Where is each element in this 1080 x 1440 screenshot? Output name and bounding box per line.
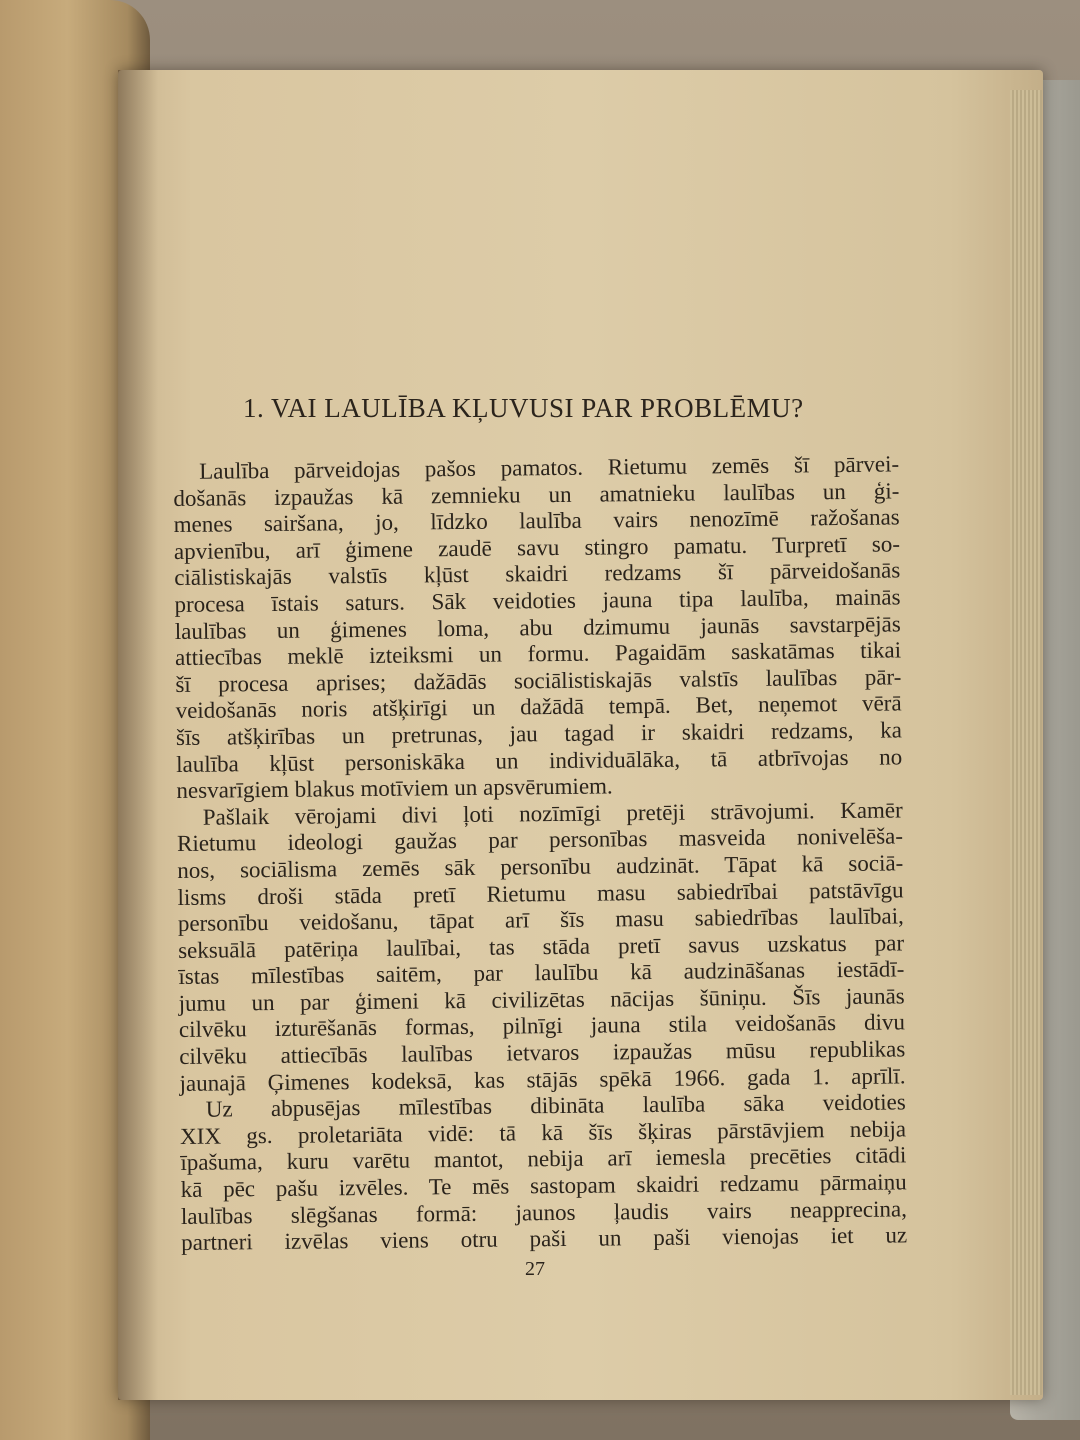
text-line: personību veidošanu, tāpat arī šīs masu sabiedrības laulībai, <box>177 903 904 937</box>
text-line: cilvēku izturēšanās formas, pilnīgi jauna stila veidošanās divu <box>178 1009 906 1043</box>
text-line: Rietumu ideologi gaužas par personības masveida nonivelēša- <box>176 823 904 857</box>
text-line: lisms droši stāda pretī Rietumu masu sabiedrībai patstāvīgu <box>177 876 904 910</box>
text-line: īstas mīlestības saitēm, par laulību kā audzināšanas iestādī- <box>178 956 905 990</box>
text-line: īpašuma, kuru varētu mantot, nebija arī iemesla precēties citādi <box>180 1142 907 1176</box>
text-line: Pašlaik vērojami divi ļoti nozīmīgi pretēji strāvojumi. Kamēr <box>202 797 903 830</box>
text-line: veidošanās noris atšķirīgi un dažādā tempā. Bet, neņemot vērā <box>175 690 902 724</box>
text-line: šī procesa aprises; dažādās sociālistiskajās valstīs laulības pār- <box>175 664 902 697</box>
text-line: Uz abpusējas mīlestības dibināta laulība sāka veidoties <box>205 1089 906 1122</box>
text-line: attiecības meklē izteiksmi un formu. Pagaidām saskatāmas tikai <box>174 637 902 671</box>
text-line: nesvarīgiem blakus motīviem un apsvērumiem. <box>176 773 613 804</box>
text-line: laulība kļūst personiskāka un individuālāka, tā atbrīvojas no <box>176 743 903 777</box>
text-line: partneri izvēlas viens otru paši un paši vienojas iet uz <box>181 1222 908 1256</box>
text-line: šīs atšķirības un pretrunas, jau tagad ir skaidri redzams, ka <box>175 717 903 750</box>
text-line: seksuālā patēriņa laulībai, tas stāda pretī savus uzskatus par <box>178 930 905 963</box>
text-line: ciālistiskajās valstīs kļūst skaidri redzams šī pārveidošanās <box>174 557 901 591</box>
text-line: došanās izpaužas kā zemnieku un amatnieku laulības un ģi- <box>173 477 900 511</box>
text-line: kā pēc pašu izvēles. Te mēs sastopam skaidri redzamu pārmaiņu <box>180 1169 907 1202</box>
text-line: Laulība pārveidojas pašos pamatos. Rietumu zemēs šī pārvei- <box>198 451 900 484</box>
text-line: menes sairšana, jo, līdzko laulība vairs nenozīmē ražošanas <box>173 504 900 538</box>
page-stack-edge <box>1010 90 1042 1395</box>
text-line: apvienību, arī ģimene zaudē savu stingro pamatu. Turpretī so- <box>173 531 901 564</box>
gutter-shadow <box>118 70 158 1400</box>
text-line: jumu un par ģimeni kā civilizētas nācijas šūniņu. Šīs jaunās <box>178 983 905 1016</box>
body-text <box>173 451 907 1256</box>
text-line: nos, sociālisma zemēs sāk personību audzināt. Tāpat kā sociā- <box>177 850 904 883</box>
chapter-heading: 1. VAI LAULĪBA KĻUVUSI PAR PROBLĒMU? <box>243 393 804 423</box>
text-line: laulības slēgšanas formā: jaunos ļaudis vairs neapprecina, <box>180 1195 908 1229</box>
text-line: procesa īstais saturs. Sāk veidoties jauna tipa laulība, mainās <box>174 584 901 617</box>
text-line: laulības un ģimenes loma, abu dzimumu jaunās savstarpējās <box>174 610 901 644</box>
text-line: XIX gs. proletariāta vidē: tā kā šīs šķiras pārstāvjiem nebija <box>179 1116 907 1149</box>
text-line: jaunajā Ģimenes kodeksā, kas stājās spēkā 1966. gada 1. aprīlī. <box>179 1063 906 1096</box>
text-line: cilvēku attiecībās laulības ietvaros izpaužas mūsu republikas <box>179 1036 906 1070</box>
page-number: 27 <box>525 1258 545 1280</box>
